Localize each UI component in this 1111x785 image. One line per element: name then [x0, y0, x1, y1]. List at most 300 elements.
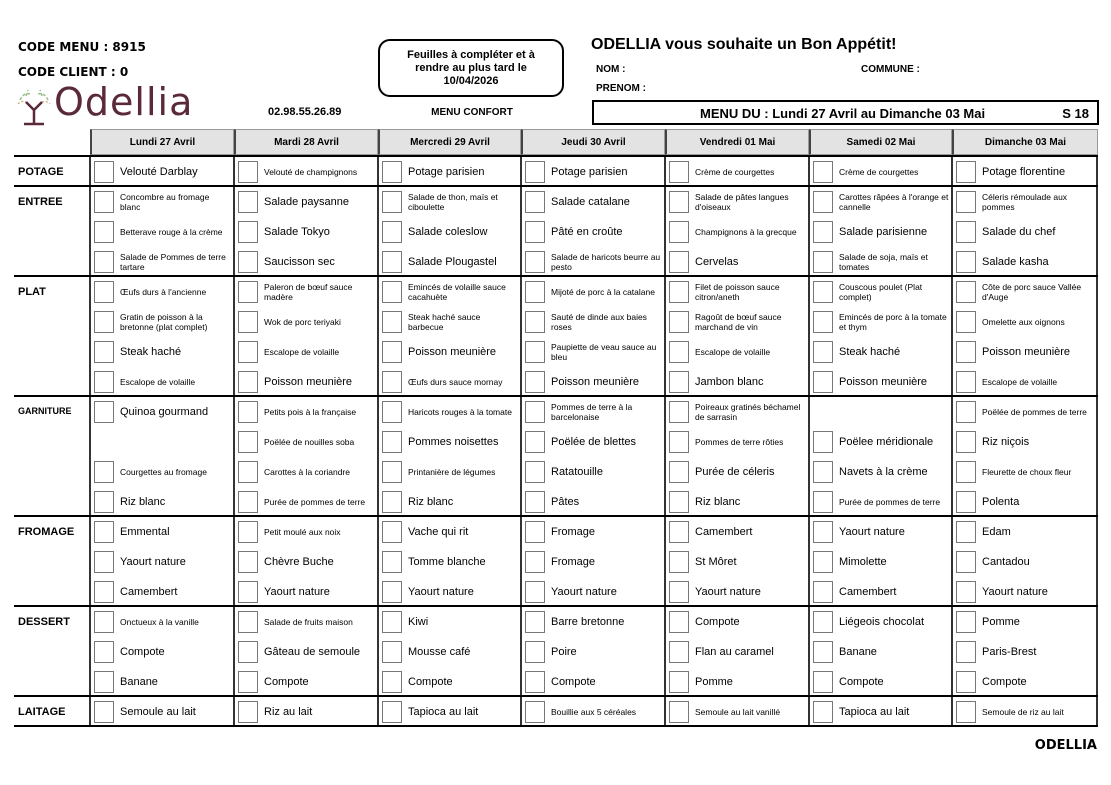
selection-checkbox[interactable] — [813, 551, 833, 573]
section-dessert — [14, 605, 1098, 695]
menu-cell — [666, 547, 808, 577]
dish-name: Filet de poisson sauce citron/aneth — [695, 282, 780, 302]
dish-name: Potage parisien — [551, 166, 628, 178]
menu-cell — [666, 277, 808, 307]
selection-checkbox[interactable] — [956, 581, 976, 603]
selection-checkbox[interactable] — [525, 281, 545, 303]
menu-cell — [379, 697, 520, 727]
menu-cell — [953, 187, 1097, 217]
selection-checkbox[interactable] — [238, 371, 258, 393]
menu-cell — [235, 637, 377, 667]
menu-cell — [91, 487, 233, 517]
selection-checkbox[interactable] — [382, 341, 402, 363]
selection-checkbox[interactable] — [94, 461, 114, 483]
menu-cell — [953, 307, 1097, 337]
selection-checkbox[interactable] — [669, 161, 689, 183]
dish-name: Wok de porc teriyaki — [264, 317, 341, 327]
dish-name: Escalope de volaille — [120, 377, 196, 387]
menu-cell — [666, 367, 808, 397]
selection-checkbox[interactable] — [525, 161, 545, 183]
dish-name: Paris-Brest — [982, 646, 1037, 658]
selection-checkbox[interactable] — [382, 221, 402, 243]
selection-checkbox[interactable] — [94, 341, 114, 363]
day-header: Mardi 28 Avril — [234, 129, 378, 155]
menu-cell — [522, 157, 664, 187]
dish-name: Escalope de volaille — [695, 347, 771, 357]
dish-name: Potage parisien — [408, 166, 485, 178]
dish-name: Yaourt nature — [408, 586, 474, 598]
menu-cell — [666, 247, 808, 277]
selection-checkbox[interactable] — [94, 641, 114, 663]
selection-checkbox[interactable] — [813, 371, 833, 393]
dish-name: Saucisson sec — [264, 256, 335, 268]
dish-name: Petit moulé aux noix — [264, 527, 341, 537]
selection-checkbox[interactable] — [525, 581, 545, 603]
selection-checkbox[interactable] — [238, 581, 258, 603]
dish-name: Banane — [839, 646, 877, 658]
selection-checkbox[interactable] — [813, 161, 833, 183]
selection-checkbox[interactable] — [94, 251, 114, 273]
selection-checkbox[interactable] — [669, 341, 689, 363]
dish-name: Salade de Pommes de terre tartare — [120, 252, 226, 272]
dish-name: Poisson meunière — [982, 346, 1071, 358]
deadline-line: rendre au plus tard le — [415, 62, 527, 74]
selection-checkbox[interactable] — [669, 401, 689, 423]
code-menu: CODE MENU : 8915 — [18, 40, 146, 54]
menu-cell — [810, 397, 951, 427]
selection-checkbox[interactable] — [94, 491, 114, 513]
selection-checkbox[interactable] — [813, 461, 833, 483]
selection-checkbox[interactable] — [956, 641, 976, 663]
selection-checkbox[interactable] — [94, 701, 114, 723]
selection-checkbox[interactable] — [956, 611, 976, 633]
selection-checkbox[interactable] — [525, 491, 545, 513]
dish-name: Paleron de bœuf sauce madère — [264, 282, 353, 302]
menu-cell — [666, 217, 808, 247]
dish-name: Edam — [982, 526, 1011, 538]
selection-checkbox[interactable] — [238, 551, 258, 573]
selection-checkbox[interactable] — [94, 371, 114, 393]
selection-checkbox[interactable] — [238, 251, 258, 273]
selection-checkbox[interactable] — [669, 641, 689, 663]
selection-checkbox[interactable] — [238, 611, 258, 633]
dish-name: Salade paysanne — [264, 196, 350, 208]
selection-checkbox[interactable] — [525, 521, 545, 543]
menu-cell — [953, 637, 1097, 667]
dish-name: Potage florentine — [982, 166, 1066, 178]
dish-name: Salade Plougastel — [408, 256, 497, 268]
selection-checkbox[interactable] — [525, 551, 545, 573]
menu-cell — [379, 607, 520, 637]
menu-cell — [379, 157, 520, 187]
selection-checkbox[interactable] — [669, 551, 689, 573]
dish-name: Steak haché sauce barbecue — [408, 312, 481, 332]
selection-checkbox[interactable] — [956, 431, 976, 453]
selection-checkbox[interactable] — [382, 671, 402, 693]
menu-cell — [522, 217, 664, 247]
selection-checkbox[interactable] — [94, 611, 114, 633]
selection-checkbox[interactable] — [956, 491, 976, 513]
dish-name: Compote — [695, 616, 740, 628]
menu-cell — [91, 607, 233, 637]
selection-checkbox[interactable] — [382, 521, 402, 543]
selection-checkbox[interactable] — [956, 161, 976, 183]
day-header: Vendredi 01 Mai — [665, 129, 809, 155]
dish-name: Camembert — [695, 526, 753, 538]
selection-checkbox[interactable] — [525, 611, 545, 633]
week-number: S 18 — [1062, 106, 1089, 121]
dish-name: Salade de pâtes langues d'oiseaux — [695, 192, 789, 212]
dish-name: Kiwi — [408, 616, 429, 628]
selection-checkbox[interactable] — [669, 191, 689, 213]
dish-name: Emincés de volaille sauce cacahuète — [408, 282, 506, 302]
selection-checkbox[interactable] — [956, 521, 976, 543]
selection-checkbox[interactable] — [525, 401, 545, 423]
selection-checkbox[interactable] — [94, 521, 114, 543]
dish-name: Emincés de porc à la tomate et thym — [839, 312, 947, 332]
dish-name: Purée de pommes de terre — [264, 497, 366, 507]
menu-cell — [810, 577, 951, 607]
menu-cell — [91, 517, 233, 547]
section-label: LAITAGE — [18, 706, 66, 718]
selection-checkbox[interactable] — [956, 461, 976, 483]
menu-cell — [379, 187, 520, 217]
menu-cell — [235, 367, 377, 397]
menu-cell — [810, 307, 951, 337]
selection-checkbox[interactable] — [956, 311, 976, 333]
selection-checkbox[interactable] — [238, 281, 258, 303]
selection-checkbox[interactable] — [238, 341, 258, 363]
menu-cell — [91, 337, 233, 367]
dish-name: Salade de thon, maïs et ciboulette — [408, 192, 498, 212]
menu-cell — [666, 157, 808, 187]
selection-checkbox[interactable] — [669, 221, 689, 243]
selection-checkbox[interactable] — [525, 191, 545, 213]
selection-checkbox[interactable] — [238, 401, 258, 423]
menu-cell — [91, 667, 233, 697]
dish-name: Salade de haricots beurre au pesto — [551, 252, 661, 272]
dish-name: Quinoa gourmand — [120, 406, 209, 418]
menu-cell — [953, 397, 1097, 427]
selection-checkbox[interactable] — [238, 491, 258, 513]
selection-checkbox[interactable] — [669, 491, 689, 513]
dish-name: Champignons à la grecque — [695, 227, 797, 237]
dish-name: Salade parisienne — [839, 226, 928, 238]
dish-name: Paupiette de veau sauce au bleu — [551, 342, 657, 362]
menu-cell — [91, 247, 233, 277]
selection-checkbox[interactable] — [238, 311, 258, 333]
menu-cell — [953, 667, 1097, 697]
menu-cell — [91, 637, 233, 667]
dish-name: Velouté Darblay — [120, 166, 198, 178]
selection-checkbox[interactable] — [238, 521, 258, 543]
dish-name: Poisson meunière — [551, 376, 640, 388]
selection-checkbox[interactable] — [813, 341, 833, 363]
dish-name: Haricots rouges à la tomate — [408, 407, 512, 417]
selection-checkbox[interactable] — [956, 371, 976, 393]
selection-checkbox[interactable] — [94, 161, 114, 183]
dish-name: Tapioca au lait — [839, 706, 910, 718]
menu-cell — [810, 337, 951, 367]
menu-cell — [810, 247, 951, 277]
selection-checkbox[interactable] — [382, 461, 402, 483]
selection-checkbox[interactable] — [382, 281, 402, 303]
dish-name: Yaourt nature — [551, 586, 617, 598]
section-fromage — [14, 515, 1098, 605]
selection-checkbox[interactable] — [813, 671, 833, 693]
menu-cell — [379, 397, 520, 427]
selection-checkbox[interactable] — [525, 641, 545, 663]
dish-name: Tapioca au lait — [408, 706, 479, 718]
dish-name: Riz blanc — [408, 496, 454, 508]
menu-cell — [522, 187, 664, 217]
menu-cell — [522, 697, 664, 727]
selection-checkbox[interactable] — [669, 521, 689, 543]
selection-checkbox[interactable] — [382, 491, 402, 513]
selection-checkbox[interactable] — [669, 611, 689, 633]
selection-checkbox[interactable] — [382, 611, 402, 633]
selection-checkbox[interactable] — [94, 311, 114, 333]
selection-checkbox[interactable] — [813, 611, 833, 633]
dish-name: Carottes râpées à l'orange et cannelle — [839, 192, 949, 212]
dish-name: Navets à la crème — [839, 466, 928, 478]
selection-checkbox[interactable] — [382, 311, 402, 333]
dish-name: Riz au lait — [264, 706, 313, 718]
menu-cell — [91, 367, 233, 397]
selection-checkbox[interactable] — [813, 251, 833, 273]
dish-name: Liégeois chocolat — [839, 616, 925, 628]
day-header: Samedi 02 Mai — [809, 129, 952, 155]
selection-checkbox[interactable] — [238, 191, 258, 213]
odellia-logo — [14, 80, 209, 126]
menu-cell — [666, 457, 808, 487]
selection-checkbox[interactable] — [382, 401, 402, 423]
dish-name: Polenta — [982, 496, 1020, 508]
selection-checkbox[interactable] — [525, 431, 545, 453]
selection-checkbox[interactable] — [956, 251, 976, 273]
selection-checkbox[interactable] — [525, 461, 545, 483]
selection-checkbox[interactable] — [956, 551, 976, 573]
selection-checkbox[interactable] — [94, 401, 114, 423]
menu-cell — [953, 547, 1097, 577]
dish-name: Vache qui rit — [408, 526, 469, 538]
prenom-label: PRENOM : — [596, 83, 646, 94]
dish-name: Flan au caramel — [695, 646, 774, 658]
selection-checkbox[interactable] — [382, 641, 402, 663]
menu-cell — [522, 397, 664, 427]
menu-cell — [666, 607, 808, 637]
selection-checkbox[interactable] — [382, 371, 402, 393]
selection-checkbox[interactable] — [813, 281, 833, 303]
dish-name: Semoule de riz au lait — [982, 707, 1064, 717]
menu-cell — [666, 637, 808, 667]
selection-checkbox[interactable] — [94, 551, 114, 573]
selection-checkbox[interactable] — [525, 251, 545, 273]
selection-checkbox[interactable] — [813, 491, 833, 513]
selection-checkbox[interactable] — [525, 701, 545, 723]
selection-checkbox[interactable] — [525, 341, 545, 363]
dish-name: Côte de porc sauce Vallée d'Auge — [982, 282, 1082, 302]
selection-checkbox[interactable] — [669, 311, 689, 333]
selection-checkbox[interactable] — [238, 641, 258, 663]
menu-cell — [379, 517, 520, 547]
selection-checkbox[interactable] — [382, 191, 402, 213]
dish-name: Escalope de volaille — [982, 377, 1058, 387]
menu-cell — [91, 427, 233, 457]
dish-name: Emmental — [120, 526, 170, 538]
selection-checkbox[interactable] — [669, 461, 689, 483]
menu-cell — [235, 307, 377, 337]
selection-checkbox[interactable] — [525, 311, 545, 333]
selection-checkbox[interactable] — [813, 521, 833, 543]
dish-name: Sauté de dinde aux baies roses — [551, 312, 647, 332]
menu-cell — [379, 367, 520, 397]
menu-cell — [91, 187, 233, 217]
selection-checkbox[interactable] — [525, 221, 545, 243]
selection-checkbox[interactable] — [382, 581, 402, 603]
selection-checkbox[interactable] — [813, 641, 833, 663]
dish-name: Compote — [982, 676, 1027, 688]
dish-name: Purée de pommes de terre — [839, 497, 941, 507]
menu-cell — [91, 547, 233, 577]
selection-checkbox[interactable] — [956, 671, 976, 693]
selection-checkbox[interactable] — [669, 671, 689, 693]
selection-checkbox[interactable] — [669, 581, 689, 603]
selection-checkbox[interactable] — [669, 431, 689, 453]
dish-name: Cervelas — [695, 256, 739, 268]
dish-name: Poisson meunière — [264, 376, 353, 388]
selection-checkbox[interactable] — [382, 251, 402, 273]
selection-checkbox[interactable] — [956, 341, 976, 363]
selection-checkbox[interactable] — [238, 431, 258, 453]
menu-cell — [666, 337, 808, 367]
dish-name: Fromage — [551, 526, 596, 538]
selection-checkbox[interactable] — [956, 701, 976, 723]
menu-cell — [810, 667, 951, 697]
selection-checkbox[interactable] — [956, 221, 976, 243]
menu-cell — [666, 427, 808, 457]
dish-name: Couscous poulet (Plat complet) — [839, 282, 923, 302]
selection-checkbox[interactable] — [238, 161, 258, 183]
selection-checkbox[interactable] — [525, 671, 545, 693]
menu-cell — [810, 607, 951, 637]
menu-cell — [953, 457, 1097, 487]
menu-cell — [522, 517, 664, 547]
menu-cell — [379, 427, 520, 457]
dish-name: Riz blanc — [695, 496, 741, 508]
selection-checkbox[interactable] — [956, 281, 976, 303]
selection-checkbox[interactable] — [94, 281, 114, 303]
dish-name: Fromage — [551, 556, 596, 568]
dish-name: Fleurette de choux fleur — [982, 467, 1072, 477]
dish-name: Salade kasha — [982, 256, 1049, 268]
selection-checkbox[interactable] — [669, 281, 689, 303]
menu-cell — [235, 277, 377, 307]
menu-cell — [379, 547, 520, 577]
selection-checkbox[interactable] — [94, 221, 114, 243]
menu-cell — [522, 247, 664, 277]
day-header: Dimanche 03 Mai — [952, 129, 1098, 155]
selection-checkbox[interactable] — [956, 191, 976, 213]
selection-checkbox[interactable] — [956, 401, 976, 423]
selection-checkbox[interactable] — [813, 431, 833, 453]
selection-checkbox[interactable] — [238, 221, 258, 243]
dish-name: Petits pois à la française — [264, 407, 357, 417]
menu-cell — [91, 277, 233, 307]
dish-name: Gâteau de semoule — [264, 646, 361, 658]
selection-checkbox[interactable] — [813, 311, 833, 333]
section-label: FROMAGE — [18, 526, 75, 538]
dish-name: Camembert — [120, 586, 178, 598]
menu-cell — [235, 607, 377, 637]
section-potage — [14, 155, 1098, 185]
dish-name: Betterave rouge à la crème — [120, 227, 223, 237]
menu-cell — [379, 337, 520, 367]
selection-checkbox[interactable] — [382, 431, 402, 453]
dish-name: Poire — [551, 646, 577, 658]
dish-name: Pommes noisettes — [408, 436, 499, 448]
selection-checkbox[interactable] — [94, 581, 114, 603]
dish-name: Cantadou — [982, 556, 1030, 568]
dish-name: Poëlée de pommes de terre — [982, 407, 1087, 417]
selection-checkbox[interactable] — [813, 581, 833, 603]
menu-cell — [235, 457, 377, 487]
dish-name: Chèvre Buche — [264, 556, 334, 568]
selection-checkbox[interactable] — [94, 671, 114, 693]
menu-cell — [379, 487, 520, 517]
menu-cell — [953, 697, 1097, 727]
dish-name: Escalope de volaille — [264, 347, 340, 357]
selection-checkbox[interactable] — [238, 701, 258, 723]
selection-checkbox[interactable] — [813, 221, 833, 243]
dish-name: Velouté de champignons — [264, 167, 358, 177]
selection-checkbox[interactable] — [382, 551, 402, 573]
dish-name: Salade du chef — [982, 226, 1056, 238]
selection-checkbox[interactable] — [669, 701, 689, 723]
menu-cell — [810, 277, 951, 307]
selection-checkbox[interactable] — [525, 371, 545, 393]
selection-checkbox[interactable] — [669, 251, 689, 273]
footer-brand: ODELLIA — [1034, 738, 1097, 753]
dish-name: Œufs durs sauce mornay — [408, 377, 503, 387]
selection-checkbox[interactable] — [382, 701, 402, 723]
dish-name: Crème de courgettes — [695, 167, 775, 177]
selection-checkbox[interactable] — [669, 371, 689, 393]
dish-name: Yaourt nature — [839, 526, 905, 538]
selection-checkbox[interactable] — [94, 191, 114, 213]
selection-checkbox[interactable] — [238, 461, 258, 483]
section-label: DESSERT — [18, 616, 70, 628]
selection-checkbox[interactable] — [382, 161, 402, 183]
section-label: POTAGE — [18, 166, 64, 178]
dish-name: Œufs durs à l'ancienne — [120, 287, 207, 297]
menu-cell — [953, 217, 1097, 247]
menu-cell — [235, 187, 377, 217]
menu-cell — [235, 217, 377, 247]
menu-cell — [91, 307, 233, 337]
dish-name: Mijoté de porc à la catalane — [551, 287, 655, 297]
menu-cell — [666, 697, 808, 727]
selection-checkbox[interactable] — [813, 701, 833, 723]
dish-name: Ratatouille — [551, 466, 603, 478]
menu-cell — [953, 247, 1097, 277]
menu-cell — [91, 397, 233, 427]
selection-checkbox[interactable] — [238, 671, 258, 693]
dish-name: Bouillie aux 5 céréales — [551, 707, 637, 717]
section-plat — [14, 275, 1098, 395]
selection-checkbox[interactable] — [813, 191, 833, 213]
menu-cell — [810, 367, 951, 397]
